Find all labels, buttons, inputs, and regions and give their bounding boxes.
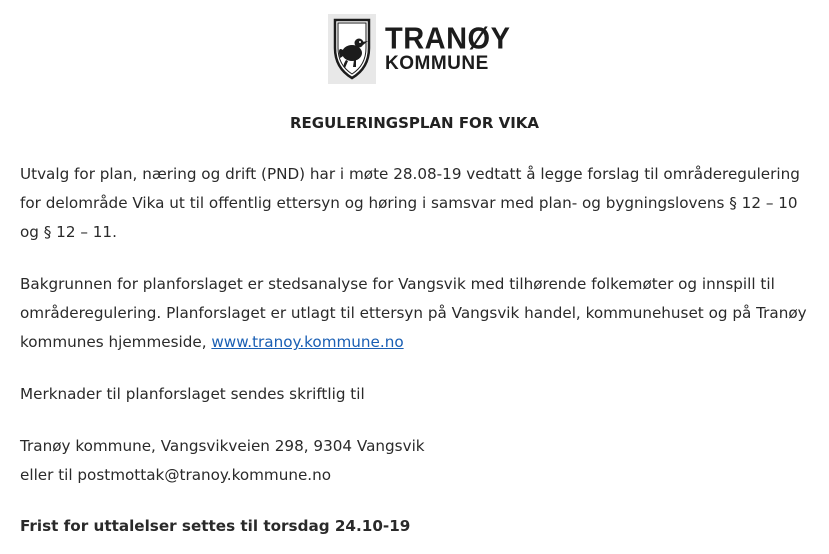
paragraph-background-line-2: områderegulering. Planforslaget er utlagt til ettersyn på Vangsvik handel, kommunehuset og på Tranøy: [20, 304, 807, 322]
paragraph-address: [20, 432, 820, 490]
logo-name: TRANØY: [385, 22, 511, 56]
logo-text: [385, 24, 510, 74]
paragraph-decision-line-1: Utvalg for plan, næring og drift (PND) har i møte 28.08-19 vedtatt å legge forslag til områderegulering: [20, 165, 800, 183]
logo-subtitle: KOMMUNE: [385, 53, 489, 74]
paragraph-background: [20, 270, 820, 357]
paragraph-decision-line-3: og § 12 – 11.: [20, 223, 117, 241]
address-line: Tranøy kommune, Vangsvikveien 298, 9304 Vangsvik: [20, 437, 425, 455]
paragraph-decision-line-2: for delområde Vika ut til offentlig ettersyn og høring i samsvar med plan- og bygningslovens § 12 – 10: [20, 194, 798, 212]
paragraph-decision: [20, 160, 820, 247]
page-title: REGULERINGSPLAN FOR VIKA: [289, 114, 540, 132]
shield-icon: [332, 18, 372, 80]
email-line: eller til postmottak@tranoy.kommune.no: [20, 466, 332, 484]
paragraph-background-line-1: Bakgrunnen for planforslaget er stedsanalyse for Vangsvik med tilhørende folkemøter og innspill til: [20, 275, 775, 293]
coat-of-arms: [328, 14, 376, 84]
deadline-notice: Frist for uttalelser settes til torsdag 24.10-19: [20, 517, 411, 535]
website-link[interactable]: www.tranoy.kommune.no: [211, 333, 404, 351]
paragraph-background-line-3: kommunes hjemmeside,: [20, 333, 212, 351]
municipality-logo: [328, 14, 510, 84]
paragraph-remarks: Merknader til planforslaget sendes skriftlig til: [20, 385, 365, 403]
